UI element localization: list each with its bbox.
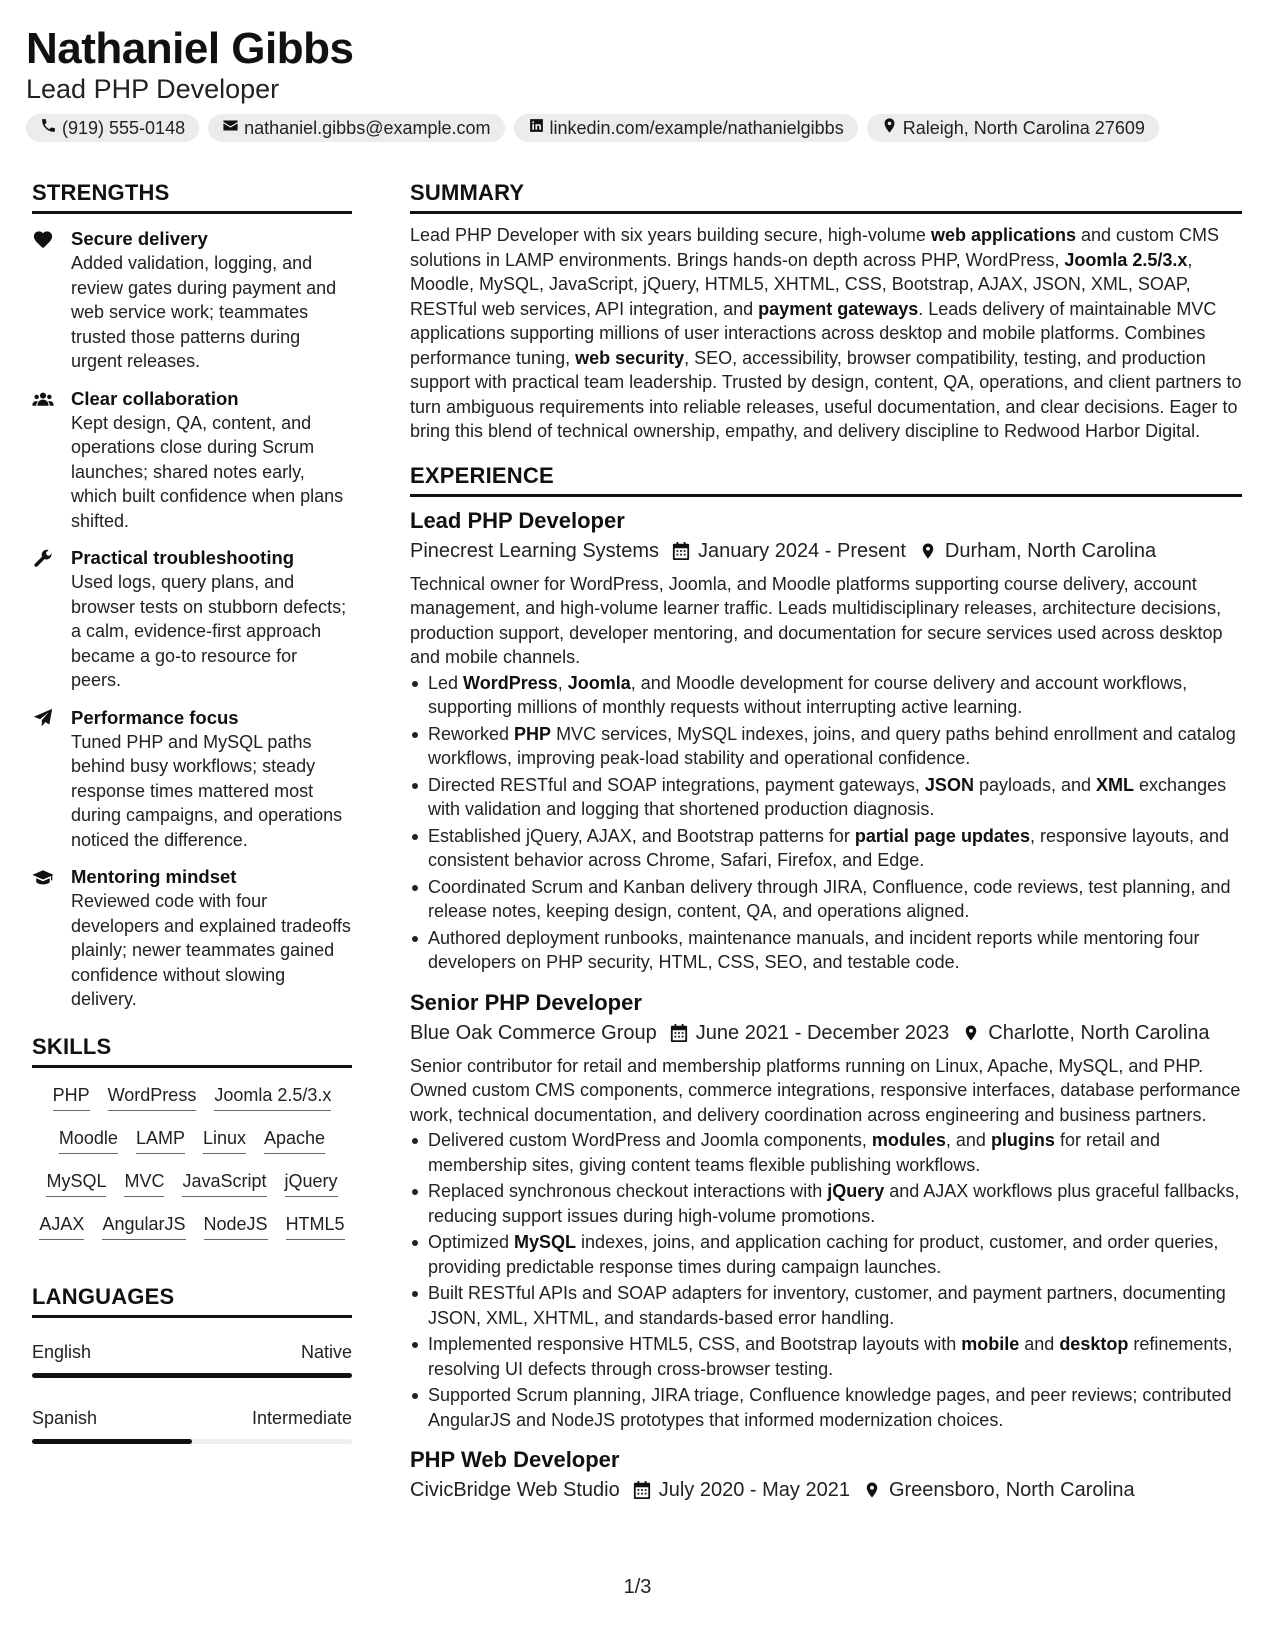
linkedin-text: linkedin.com/example/nathanielgibbs <box>549 117 844 138</box>
job-meta <box>410 538 1242 564</box>
contact-location[interactable] <box>867 114 1159 142</box>
skill-tag: Linux <box>203 1125 246 1154</box>
heart-icon <box>32 229 54 249</box>
strength-desc: Kept design, QA, content, and operations close during Scrum launches; shared notes early, which built confidence when plans shifted. <box>71 412 344 531</box>
strength-desc: Reviewed code with four developers and explained tradeoffs plainly; newer teammates gained confidence without slowing delivery. <box>71 891 351 1009</box>
job-description: Technical owner for WordPress, Joomla, and Moodle platforms supporting course delivery, account management, and high-volume learner traffic. Leads multidisciplinary releases, architecture decisions, production support, developer mentoring, and documentation for secure services used across desktop and mobile channels. <box>410 573 1223 667</box>
job-bullet: Supported Scrum planning, JIRA triage, Confluence knowledge pages, and peer reviews; contributed AngularJS and NodeJS prototypes that informed modernization choices. <box>410 1383 1242 1432</box>
job-company: Blue Oak Commerce Group <box>410 1021 657 1044</box>
contact-linkedin[interactable] <box>514 114 858 142</box>
left-column <box>32 180 352 1444</box>
languages-section <box>32 1284 352 1444</box>
language-name: Spanish <box>32 1407 98 1428</box>
skill-tag: PHP <box>53 1082 90 1111</box>
summary-heading: SUMMARY <box>410 180 1242 214</box>
skill-tag: WordPress <box>108 1082 197 1111</box>
job-bullet: Authored deployment runbooks, maintenance manuals, and incident reports while mentoring four developers on PHP security, HTML, CSS, SEO, and testable code. <box>410 926 1242 975</box>
candidate-name: Nathaniel Gibbs <box>26 24 354 73</box>
job-bullet: Directed RESTful and SOAP integrations, payment gateways, JSON payloads, and XML exchanges with validation and logging that shortened production diagnosis. <box>410 773 1242 822</box>
skill-tag: HTML5 <box>286 1211 345 1240</box>
job-entry <box>410 507 1242 975</box>
skill-tag: AJAX <box>39 1211 84 1240</box>
map-pin-icon <box>881 117 898 139</box>
job-bullet: Reworked PHP MVC services, MySQL indexes, joins, and query paths behind enrollment and catalog workflows, improving peak-load stability and operational confidence. <box>410 722 1242 771</box>
job-description: Senior contributor for retail and membership platforms running on Linux, Apache, MySQL, and PHP. Owned custom CMS components, commerce integrations, responsive interfaces, database performance work, technical documentation, and delivery coordination across engineering and business partners. <box>410 1055 1241 1125</box>
experience-heading: EXPERIENCE <box>410 463 1242 497</box>
job-location: Charlotte, North Carolina <box>988 1021 1210 1044</box>
phone-icon <box>40 117 57 139</box>
skill-tag: Apache <box>264 1125 325 1154</box>
strength-title: Performance focus <box>71 706 239 728</box>
language-name: English <box>32 1341 92 1362</box>
calendar-icon <box>670 1023 688 1043</box>
skill-tag: Joomla 2.5/3.x <box>214 1082 331 1111</box>
job-bullet: Led WordPress, Joomla, and Moodle development for course delivery and account workflows, supporting millions of monthly requests without interrupting active learning. <box>410 671 1242 720</box>
strength-desc: Used logs, query plans, and browser tests on stubborn defects; a calm, evidence-first approach became a go-to resource for peers. <box>71 572 347 690</box>
job-title: Senior PHP Developer <box>410 989 642 1015</box>
job-company: CivicBridge Web Studio <box>410 1479 620 1501</box>
calendar-icon <box>633 1480 651 1500</box>
language-proficiency-fill <box>32 1373 352 1378</box>
phone-text: (919) 555-0148 <box>62 117 186 138</box>
strength-title: Practical troubleshooting <box>71 547 295 568</box>
job-dates: June 2021 - December 2023 <box>695 1021 950 1044</box>
contact-bar <box>26 114 1159 142</box>
strengths-heading: STRENGTHS <box>32 180 352 214</box>
users-icon <box>32 389 54 409</box>
strength-item <box>32 227 352 374</box>
page-number: 1/3 <box>623 1576 652 1598</box>
strength-title: Mentoring mindset <box>71 866 237 887</box>
job-title: PHP Web Developer <box>410 1447 620 1472</box>
strength-title: Secure delivery <box>71 228 208 249</box>
skills-section <box>32 1034 352 1240</box>
strength-desc: Tuned PHP and MySQL paths behind busy workflows; steady response times mattered most during campaigns, and operations noticed the difference. <box>71 731 343 850</box>
right-column <box>410 180 1242 1503</box>
language-proficiency-bar <box>32 1439 352 1444</box>
strength-item <box>32 387 352 534</box>
contact-email[interactable] <box>208 114 504 142</box>
linkedin-icon <box>528 117 545 139</box>
job-company: Pinecrest Learning Systems <box>410 539 660 562</box>
experience-section <box>410 463 1242 1504</box>
candidate-role: Lead PHP Developer <box>26 74 280 104</box>
location-text: Raleigh, North Carolina 27609 <box>902 117 1145 138</box>
contact-phone[interactable] <box>26 114 199 142</box>
language-item <box>32 1342 352 1378</box>
job-bullet: Coordinated Scrum and Kanban delivery through JIRA, Confluence, code reviews, test planning, and release notes, keeping design, content, QA, and operations aligned. <box>410 875 1242 924</box>
skills-list <box>32 1068 352 1240</box>
graduation-cap-icon <box>32 867 54 887</box>
language-proficiency-bar <box>32 1373 352 1378</box>
skill-tag: MVC <box>124 1168 164 1197</box>
strength-item <box>32 546 352 693</box>
skill-tag: Moodle <box>59 1125 118 1154</box>
skills-heading: SKILLS <box>32 1034 352 1068</box>
languages-heading: LANGUAGES <box>32 1284 352 1318</box>
job-entry <box>410 1446 1242 1503</box>
job-location: Greensboro, North Carolina <box>888 1479 1135 1501</box>
language-level: Intermediate <box>251 1407 352 1428</box>
job-bullet: Replaced synchronous checkout interactions with jQuery and AJAX workflows plus graceful fallbacks, reducing support issues during high-volume promotions. <box>410 1179 1242 1228</box>
job-dates: January 2024 - Present <box>698 539 906 562</box>
job-bullet: Optimized MySQL indexes, joins, and application caching for product, customer, and order queries, providing predictable response times during campaign launches. <box>410 1230 1242 1279</box>
strength-item <box>32 706 352 853</box>
map-pin-icon <box>863 1480 881 1500</box>
language-proficiency-fill <box>32 1439 192 1444</box>
job-bullet: Delivered custom WordPress and Joomla components, modules, and plugins for retail and membership sites, giving content teams flexible publishing workflows. <box>410 1128 1242 1177</box>
job-entry <box>410 989 1242 1433</box>
envelope-icon <box>222 117 239 139</box>
skill-tag: jQuery <box>285 1168 338 1197</box>
strength-item <box>32 865 352 1012</box>
email-text: nathaniel.gibbs@example.com <box>244 117 491 138</box>
strength-title: Clear collaboration <box>71 387 239 409</box>
skill-tag: NodeJS <box>204 1211 268 1240</box>
skill-tag: LAMP <box>136 1125 185 1154</box>
map-pin-icon <box>962 1023 980 1043</box>
job-bullet: Implemented responsive HTML5, CSS, and Bootstrap layouts with mobile and desktop refinements, resolving UI defects through cross-browser testing. <box>410 1332 1242 1381</box>
job-bullets <box>410 671 1242 975</box>
calendar-icon <box>672 541 690 561</box>
job-dates: July 2020 - May 2021 <box>658 1479 850 1501</box>
job-location: Durham, North Carolina <box>944 539 1157 562</box>
language-level: Native <box>300 1341 352 1362</box>
language-item <box>32 1408 352 1444</box>
wrench-icon <box>32 548 54 568</box>
job-bullet: Built RESTful APIs and SOAP adapters for inventory, customer, and payment partners, documenting JSON, XML, XHTML, and standards-based error handling. <box>410 1281 1242 1330</box>
skill-tag: MySQL <box>46 1168 106 1197</box>
map-pin-icon <box>919 541 937 561</box>
job-meta <box>410 1020 1242 1046</box>
job-bullet: Established jQuery, AJAX, and Bootstrap patterns for partial page updates, responsive layouts, and consistent behavior across Chrome, Safari, Firefox, and Edge. <box>410 824 1242 873</box>
strength-desc: Added validation, logging, and review gates during payment and web service work; teammates trusted those patterns during urgent releases. <box>71 253 337 371</box>
skill-tag: AngularJS <box>102 1211 185 1240</box>
job-title: Lead PHP Developer <box>410 507 625 533</box>
skill-tag: JavaScript <box>182 1168 266 1197</box>
paper-plane-icon <box>32 708 54 728</box>
job-bullets <box>410 1128 1242 1432</box>
job-meta <box>410 1477 1242 1503</box>
summary-text: Lead PHP Developer with six years building secure, high-volume web applications and custom CMS solutions in LAMP environments. Brings hands-on depth across PHP, WordPress, Joomla 2.5/3.x, Moodle, MySQL, JavaScript, jQuery, HTML5, XHTML, CSS, Bootstrap, AJAX, JSON, XML, SOAP, RESTful web services, API integration, and payment gateways. Leads delivery of maintainable MVC applications supporting millions of user interactions across desktop and mobile platforms. Combines performance tuning, web security, SEO, accessibility, browser compatibility, testing, and production support with practical team leadership. Trusted by design, content, QA, operations, and client partners to turn ambiguous requirements into reliable releases, useful documentation, and clear decisions. Eager to bring this blend of technical ownership, empathy, and delivery discipline to Redwood Harbor Digital. <box>410 225 1242 441</box>
